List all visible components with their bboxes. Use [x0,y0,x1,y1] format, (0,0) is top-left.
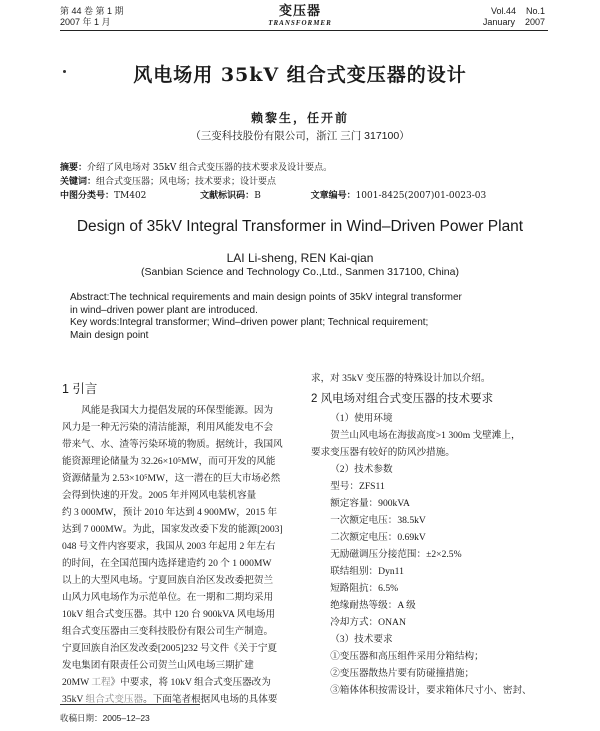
journal-issue-en [483,6,545,28]
body-line: 风力是一种无污染的清洁能源，利用风能发电不会 [62,422,274,433]
header-rule [60,30,548,31]
intro-body [62,402,302,708]
volume-en: Vol.44 [490,6,516,16]
body-line: 宁夏回族自治区发改委[2005]232 号文件《关于宁夏 [62,643,278,654]
body-line: 以上的大型风电场。宁夏回族自治区发改委把贺兰 [62,575,274,586]
req-item: ①变压器和高压组件采用分箱结构； [330,651,484,662]
body-line: 贺兰山风电场在海拔高度>1 300m 戈壁滩上， [330,430,521,441]
param-item: 一次额定电压：38.5kV [330,515,426,526]
year-en: 2007 [524,17,545,27]
brand-cn: 变压器 [278,4,321,19]
affiliation-en: (Sanbian Science and Technology Co.,Ltd., Sanmen 317100, China) [141,266,459,278]
keywords-cn: 关键词：组合式变压器；风电场；技术要求；设计要点 [60,177,277,187]
brand-en: TRANSFORMER [268,19,332,27]
keywords-en-line: Main design point [70,329,149,341]
body-line: 048 号文件内容要求，我国从 2003 年起用 2 年左右 [62,541,276,552]
body-line: 会得到快速的开发。2005 年并网风电装机容量 [62,490,257,501]
param-item: 冷却方式：ONAN [330,617,406,628]
volume-issue-cn: 第 44 卷 第 1 期 [60,6,124,16]
params-label: （2）技术参数 [330,464,393,475]
req-item: ③箱体体积按需设计，要求箱体尺寸小、密封、 [330,685,532,696]
abstract-cn: 摘要：介绍了风电场对 35kV 组合式变压器的技术要求及设计要点。 [60,163,333,173]
body-line: 能资源理论储量为 32.26×10⁵MW，而可开发的风能 [62,456,276,467]
body-line: 的时间，在全国范围内选择建造约 20 个 1 000MW [62,558,272,569]
month-en: January [482,17,515,27]
footnote-rule [60,704,200,705]
env-label: （1）使用环境 [330,413,393,424]
body-line: 风能是我国大力提倡发展的环保型能源。因为 [81,405,274,416]
keywords-en-line: Integral transformer; Wind–driven power plant; Technical requirement; [119,317,429,328]
param-item: 二次额定电压：0.69kV [330,532,426,543]
section-2-heading: 2 风电场对组合式变压器的技术要求 [311,393,494,405]
param-item: 型号：ZFS11 [330,481,385,492]
right-column [311,370,551,699]
abstract-en-line: in wind–driven power plant are introduced. [70,304,258,316]
param-item: 额定容量：900kVA [330,498,410,509]
abstract-en [70,292,548,342]
body-line: 山风力风电场作为示范单位。在一期和二期均采用 [62,592,274,603]
abstract-cn-block [60,161,550,203]
issue-en: No.1 [525,6,545,16]
req-item: ②变压器散热片要有防碰撞措施； [330,668,475,679]
param-item: 短路阻抗：6.5% [330,583,399,594]
param-item: 无励磁调压分接范围：±2×2.5% [330,549,462,560]
body-line: 资源储量为 2.53×10⁵MW，这一潜在的巨大市场必然 [62,473,281,484]
affiliation-cn: （三变科技股份有限公司，浙江 三门 317100） [190,130,410,142]
authors-cn: 赖黎生，任开前 [250,111,349,125]
param-item: 联结组别：Dyn11 [330,566,404,577]
req-label: （3）技术要求 [330,634,393,645]
body-line: 带来气、水、渣等污染环境的物质。据统计，我国风 [62,439,283,450]
body-line: 发电集团有限责任公司贺兰山风电场三期扩建 [62,660,254,671]
abstract-en-label: Abstract: [70,292,110,303]
date-cn: 2007 年 1 月 [60,17,111,27]
received-date: 收稿日期：2005–12–23 [60,713,150,723]
title-cn: 风电场用 35kV 组合式变压器的设计 [133,64,467,86]
body-line: 10kV 组合式变压器。其中 120 台 900kVA 风电场用 [62,609,276,620]
body-line: 20MW 工程》中要求，将 10kV 组合式变压器改为 [62,677,271,688]
body-line: 要求变压器有较好的防风沙措施。 [311,447,455,458]
abstract-en-line: The technical requirements and main design points of 35kV integral transformer [109,292,462,303]
body-line: 35kV 组合式变压器。下面笔者根据风电场的具体要 [62,694,278,705]
classification-row: 中图分类号：TM402 文献标识码：B 文章编号：1001-8425(2007)01-0023-03 [60,191,487,201]
keywords-en-label: Key words: [70,317,120,328]
body-line: 求，对 35kV 变压器的特殊设计加以介绍。 [311,373,491,384]
body-line: 组合式变压器由三变科技股份有限公司生产制造。 [62,626,274,637]
section-1-heading: 1 引言 [62,382,98,396]
body-line: 达到 7 000MW。为此，国家发改委下发的能源[2003] [62,524,283,535]
param-item: 绝缘耐热等级：A 级 [330,600,416,611]
body-line: 约 3 000MW，预计 2010 年达到 4 900MW，2015 年 [62,507,278,518]
authors-en: LAI Li-sheng, REN Kai-qian [226,251,374,265]
title-en: Design of 35kV Integral Transformer in Wind–Driven Power Plant [76,218,524,235]
